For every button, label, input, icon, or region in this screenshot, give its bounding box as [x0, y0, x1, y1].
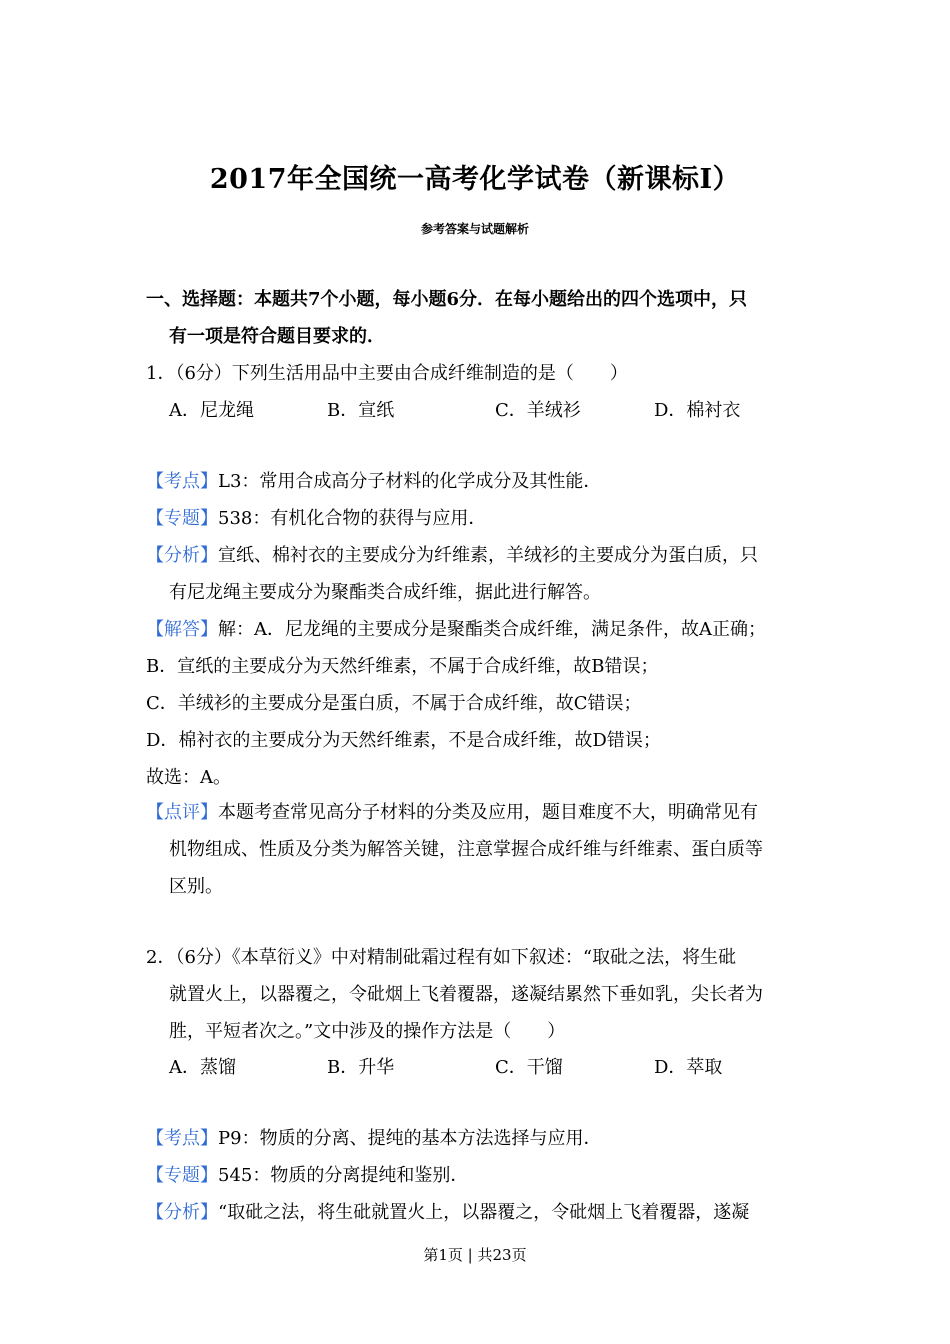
- q1-option-c: C．羊绒衫: [495, 400, 581, 421]
- jieda-text: 解：A．尼龙绳的主要成分是聚酯类合成纤维，满足条件，故A正确；: [218, 619, 766, 640]
- zhuanti-tag: 【专题】: [146, 508, 218, 529]
- q1-fenxi: [146, 541, 758, 567]
- q1-options: [0, 396, 950, 422]
- dianping-text: 本题考查常见高分子材料的分类及应用，题目难度不大，明确常见有: [218, 802, 758, 823]
- q1-dianping-cont: 机物组成、性质及分类为解答关键，注意掌握合成纤维与纤维素、蛋白质等: [169, 839, 763, 860]
- q1-fenxi-cont: 有尼龙绳主要成分为聚酯类合成纤维，据此进行解答。: [169, 582, 601, 603]
- zhuanti-text: 545：物质的分离提纯和鉴别．: [218, 1165, 469, 1186]
- section-heading: 一、选择题：本题共7个小题，每小题6分．在每小题给出的四个选项中，只: [146, 289, 748, 310]
- kaodian-text: L3：常用合成高分子材料的化学成分及其性能．: [218, 471, 602, 492]
- fenxi-tag: 【分析】: [146, 545, 218, 566]
- section-heading-cont: 有一项是符合题目要求的．: [169, 326, 385, 347]
- q1-jieda: [146, 615, 766, 641]
- q1-option-a: A．尼龙绳: [169, 400, 254, 421]
- q2-option-c: C．干馏: [495, 1057, 563, 1078]
- q2-zhuanti: [146, 1161, 468, 1187]
- q2-fenxi: [146, 1198, 749, 1224]
- page-footer: 第1页 | 共23页: [423, 1246, 527, 1264]
- fenxi-text: 宣纸、棉衬衣的主要成分为纤维素，羊绒衫的主要成分为蛋白质，只: [218, 545, 758, 566]
- q1-jieda-d: D．棉衬衣的主要成分为天然纤维素，不是合成纤维，故D错误；: [146, 730, 661, 751]
- q2-stem-end: 胜，平短者次之。”文中涉及的操作方法是（ ）: [169, 1021, 566, 1042]
- q2-options: [0, 1053, 950, 1079]
- fenxi-tag: 【分析】: [146, 1202, 218, 1223]
- q2-kaodian: [146, 1124, 602, 1150]
- q2-option-b: B．升华: [327, 1057, 395, 1078]
- q1-kaodian: [146, 467, 601, 493]
- q2-stem: 2．（6分）《本草衍义》中对精制砒霜过程有如下叙述：“取砒之法，将生砒: [146, 947, 737, 968]
- zhuanti-tag: 【专题】: [146, 1165, 218, 1186]
- q2-stem-cont: 就置火上，以器覆之，令砒烟上飞着覆器，遂凝结累然下垂如乳，尖长者为: [169, 984, 763, 1005]
- q1-answer: 故选：A。: [146, 767, 231, 788]
- dianping-tag: 【点评】: [146, 802, 218, 823]
- jieda-tag: 【解答】: [146, 619, 218, 640]
- q1-dianping: [146, 798, 758, 824]
- kaodian-tag: 【考点】: [146, 1128, 218, 1149]
- page-subtitle: 参考答案与试题解析: [420, 222, 529, 236]
- q1-jieda-b: B．宣纸的主要成分为天然纤维素，不属于合成纤维，故B错误；: [146, 656, 659, 677]
- kaodian-text: P9：物质的分离、提纯的基本方法选择与应用．: [218, 1128, 602, 1149]
- q1-zhuanti: [146, 504, 486, 530]
- q1-stem: 1．（6分）下列生活用品中主要由合成纤维制造的是（ ）: [146, 363, 628, 384]
- q1-dianping-end: 区别。: [169, 876, 223, 897]
- q1-option-d: D．棉衬衣: [654, 400, 741, 421]
- kaodian-tag: 【考点】: [146, 471, 218, 492]
- zhuanti-text: 538：有机化合物的获得与应用．: [218, 508, 487, 529]
- q2-option-d: D．萃取: [654, 1057, 723, 1078]
- fenxi-text: “取砒之法，将生砒就置火上，以器覆之，令砒烟上飞着覆器，遂凝: [218, 1202, 750, 1223]
- q1-option-b: B．宣纸: [327, 400, 395, 421]
- q1-jieda-c: C．羊绒衫的主要成分是蛋白质，不属于合成纤维，故C错误；: [146, 693, 642, 714]
- q2-option-a: A．蒸馏: [169, 1057, 236, 1078]
- page-title: 2017年全国统一高考化学试卷（新课标Ⅰ）: [209, 164, 741, 195]
